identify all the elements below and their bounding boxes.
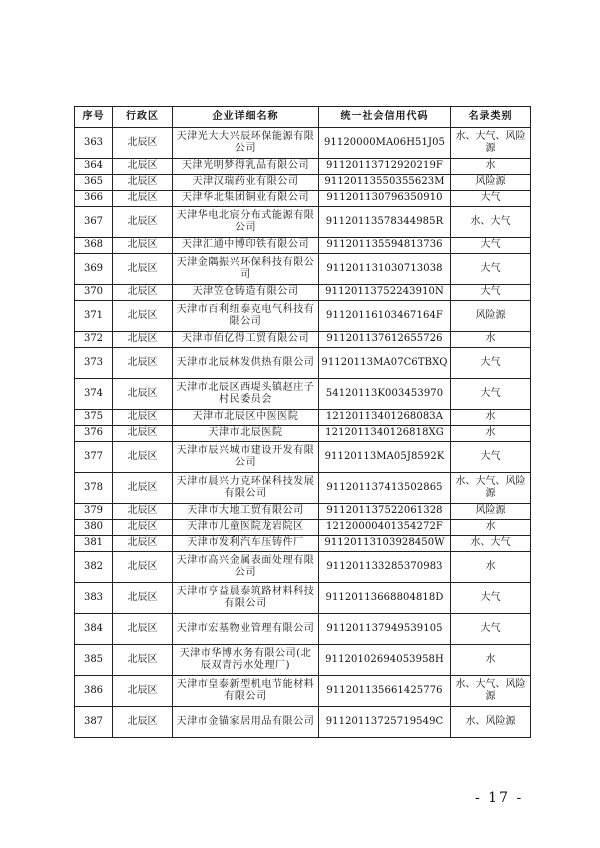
- cell-company-name: 天津市大地工贸有限公司: [173, 504, 319, 520]
- cell-district: 北辰区: [113, 254, 173, 285]
- cell-credit-code: 911201135661425776: [319, 676, 451, 707]
- cell-district: 北辰区: [113, 207, 173, 238]
- table-row: [75, 207, 531, 238]
- cell-company-name: 天津市华博水务有限公司(北辰双青污水处理厂): [173, 645, 319, 676]
- cell-no: 371: [75, 301, 113, 332]
- cell-district: 北辰区: [113, 301, 173, 332]
- cell-no: 386: [75, 676, 113, 707]
- header-category: 名录类别: [451, 107, 531, 128]
- table-row: [75, 442, 531, 473]
- cell-no: 364: [75, 159, 113, 175]
- cell-category: 风险源: [451, 504, 531, 520]
- cell-company-name: 天津光大大兴辰环保能源有限公司: [173, 128, 319, 159]
- cell-district: 北辰区: [113, 285, 173, 301]
- cell-company-name: 天津华电北宸分布式能源有限公司: [173, 207, 319, 238]
- cell-no: 369: [75, 254, 113, 285]
- cell-district: 北辰区: [113, 473, 173, 504]
- cell-category: 水: [451, 520, 531, 536]
- cell-district: 北辰区: [113, 128, 173, 159]
- cell-district: 北辰区: [113, 442, 173, 473]
- cell-district: 北辰区: [113, 583, 173, 614]
- cell-category: 水: [451, 426, 531, 442]
- table-row: [75, 473, 531, 504]
- table-row: [75, 332, 531, 348]
- cell-company-name: 天津市儿童医院龙岩院区: [173, 520, 319, 536]
- cell-credit-code: 91120113712920219F: [319, 159, 451, 175]
- cell-no: 366: [75, 191, 113, 207]
- cell-company-name: 天津金隅振兴环保科技有限公司: [173, 254, 319, 285]
- cell-no: 383: [75, 583, 113, 614]
- cell-no: 378: [75, 473, 113, 504]
- cell-district: 北辰区: [113, 676, 173, 707]
- cell-no: 370: [75, 285, 113, 301]
- table-row: [75, 191, 531, 207]
- cell-credit-code: 911201137413502865: [319, 473, 451, 504]
- table-row: [75, 301, 531, 332]
- table-row: [75, 285, 531, 301]
- cell-district: 北辰区: [113, 707, 173, 738]
- table-row: [75, 410, 531, 426]
- cell-credit-code: 12120000401354272F: [319, 520, 451, 536]
- cell-category: 风险源: [451, 175, 531, 191]
- cell-no: 375: [75, 410, 113, 426]
- table-row: [75, 426, 531, 442]
- table-row: [75, 504, 531, 520]
- table-header-row: [75, 107, 531, 128]
- cell-company-name: 天津市皇泰新型机电节能材料有限公司: [173, 676, 319, 707]
- cell-category: 水、大气: [451, 207, 531, 238]
- cell-no: 372: [75, 332, 113, 348]
- cell-company-name: 天津汇通中博印铁有限公司: [173, 238, 319, 254]
- cell-credit-code: 91120113578344985R: [319, 207, 451, 238]
- cell-credit-code: 911201137612655726: [319, 332, 451, 348]
- cell-no: 363: [75, 128, 113, 159]
- cell-no: 365: [75, 175, 113, 191]
- cell-no: 373: [75, 348, 113, 379]
- cell-company-name: 天津市亨益晨泰筑路材料科技有限公司: [173, 583, 319, 614]
- cell-district: 北辰区: [113, 332, 173, 348]
- cell-company-name: 天津市佰亿得工贸有限公司: [173, 332, 319, 348]
- cell-category: 风险源: [451, 301, 531, 332]
- cell-credit-code: 91120113668804818D: [319, 583, 451, 614]
- table-row: [75, 536, 531, 552]
- cell-no: 385: [75, 645, 113, 676]
- cell-credit-code: 1212011340126818XG: [319, 426, 451, 442]
- cell-district: 北辰区: [113, 504, 173, 520]
- table-row: [75, 128, 531, 159]
- cell-category: 大气: [451, 583, 531, 614]
- cell-category: 水: [451, 159, 531, 175]
- cell-credit-code: 911201131030713038: [319, 254, 451, 285]
- cell-category: 大气: [451, 254, 531, 285]
- table-row: [75, 614, 531, 645]
- cell-district: 北辰区: [113, 645, 173, 676]
- cell-no: 376: [75, 426, 113, 442]
- cell-district: 北辰区: [113, 410, 173, 426]
- table-row: [75, 707, 531, 738]
- cell-category: 水、大气: [451, 536, 531, 552]
- cell-company-name: 天津市金锚家居用品有限公司: [173, 707, 319, 738]
- cell-category: 大气: [451, 238, 531, 254]
- header-company-name: 企业详细名称: [173, 107, 319, 128]
- cell-credit-code: 91120000MA06H51J05: [319, 128, 451, 159]
- table-row: [75, 175, 531, 191]
- cell-credit-code: 91120116103467164F: [319, 301, 451, 332]
- cell-credit-code: 54120113K003453970: [319, 379, 451, 410]
- page-number: - 17 -: [475, 790, 524, 806]
- cell-category: 水、风险源: [451, 707, 531, 738]
- table-row: [75, 583, 531, 614]
- pollution-source-table: [74, 106, 531, 738]
- cell-company-name: 天津市北辰医院: [173, 426, 319, 442]
- cell-no: 380: [75, 520, 113, 536]
- cell-no: 377: [75, 442, 113, 473]
- cell-category: 大气: [451, 442, 531, 473]
- table-row: [75, 159, 531, 175]
- header-credit-code: 统一社会信用代码: [319, 107, 451, 128]
- cell-credit-code: 91120113752243910N: [319, 285, 451, 301]
- cell-company-name: 天津光明梦得乳品有限公司: [173, 159, 319, 175]
- cell-credit-code: 911201137522061328: [319, 504, 451, 520]
- cell-credit-code: 91120113550355623M: [319, 175, 451, 191]
- cell-company-name: 天津华北集团铜业有限公司: [173, 191, 319, 207]
- cell-no: 387: [75, 707, 113, 738]
- cell-credit-code: 91120113MA07C6TBXQ: [319, 348, 451, 379]
- table-row: [75, 379, 531, 410]
- cell-district: 北辰区: [113, 426, 173, 442]
- cell-company-name: 天津市发利汽车压铸件厂: [173, 536, 319, 552]
- cell-category: 水: [451, 645, 531, 676]
- cell-company-name: 天津市辰兴城市建设开发有限公司: [173, 442, 319, 473]
- cell-category: 水、大气、风险源: [451, 128, 531, 159]
- cell-district: 北辰区: [113, 159, 173, 175]
- cell-company-name: 天津市北辰区西堤头镇赵庄子村民委员会: [173, 379, 319, 410]
- table-row: [75, 238, 531, 254]
- cell-category: 大气: [451, 379, 531, 410]
- cell-district: 北辰区: [113, 175, 173, 191]
- cell-district: 北辰区: [113, 348, 173, 379]
- cell-no: 368: [75, 238, 113, 254]
- cell-district: 北辰区: [113, 614, 173, 645]
- header-district: 行政区: [113, 107, 173, 128]
- cell-no: 381: [75, 536, 113, 552]
- cell-company-name: 天津市百利纽泰克电气科技有限公司: [173, 301, 319, 332]
- cell-no: 382: [75, 552, 113, 583]
- cell-category: 大气: [451, 191, 531, 207]
- cell-company-name: 天津市北辰林发供热有限公司: [173, 348, 319, 379]
- cell-credit-code: 91120102694053958H: [319, 645, 451, 676]
- cell-district: 北辰区: [113, 520, 173, 536]
- cell-company-name: 天津笠仓铸造有限公司: [173, 285, 319, 301]
- cell-category: 水: [451, 332, 531, 348]
- cell-company-name: 天津汉瑞药业有限公司: [173, 175, 319, 191]
- cell-category: 大气: [451, 614, 531, 645]
- cell-district: 北辰区: [113, 536, 173, 552]
- cell-company-name: 天津市宏基物业管理有限公司: [173, 614, 319, 645]
- cell-credit-code: 911201130796350910: [319, 191, 451, 207]
- cell-credit-code: 91120113725719549C: [319, 707, 451, 738]
- cell-no: 384: [75, 614, 113, 645]
- cell-company-name: 天津市晨兴力克环保科技发展有限公司: [173, 473, 319, 504]
- cell-company-name: 天津市北辰区中医医院: [173, 410, 319, 426]
- cell-category: 水、大气、风险源: [451, 473, 531, 504]
- cell-credit-code: 911201133285370983: [319, 552, 451, 583]
- header-no: 序号: [75, 107, 113, 128]
- cell-district: 北辰区: [113, 191, 173, 207]
- cell-category: 水: [451, 552, 531, 583]
- cell-district: 北辰区: [113, 552, 173, 583]
- cell-credit-code: 911201137949539105: [319, 614, 451, 645]
- cell-no: 367: [75, 207, 113, 238]
- table-row: [75, 254, 531, 285]
- table-row: [75, 676, 531, 707]
- cell-no: 374: [75, 379, 113, 410]
- cell-no: 379: [75, 504, 113, 520]
- cell-category: 大气: [451, 348, 531, 379]
- cell-company-name: 天津市高兴金属表面处理有限公司: [173, 552, 319, 583]
- table-row: [75, 348, 531, 379]
- cell-category: 水、大气、风险源: [451, 676, 531, 707]
- cell-district: 北辰区: [113, 238, 173, 254]
- cell-credit-code: 91120113MA05J8592K: [319, 442, 451, 473]
- table-row: [75, 552, 531, 583]
- table-row: [75, 645, 531, 676]
- cell-category: 水: [451, 410, 531, 426]
- cell-credit-code: 911201135594813736: [319, 238, 451, 254]
- cell-category: 大气: [451, 285, 531, 301]
- cell-credit-code: 12120113401268083A: [319, 410, 451, 426]
- table-row: [75, 520, 531, 536]
- cell-district: 北辰区: [113, 379, 173, 410]
- cell-credit-code: 91120113103928450W: [319, 536, 451, 552]
